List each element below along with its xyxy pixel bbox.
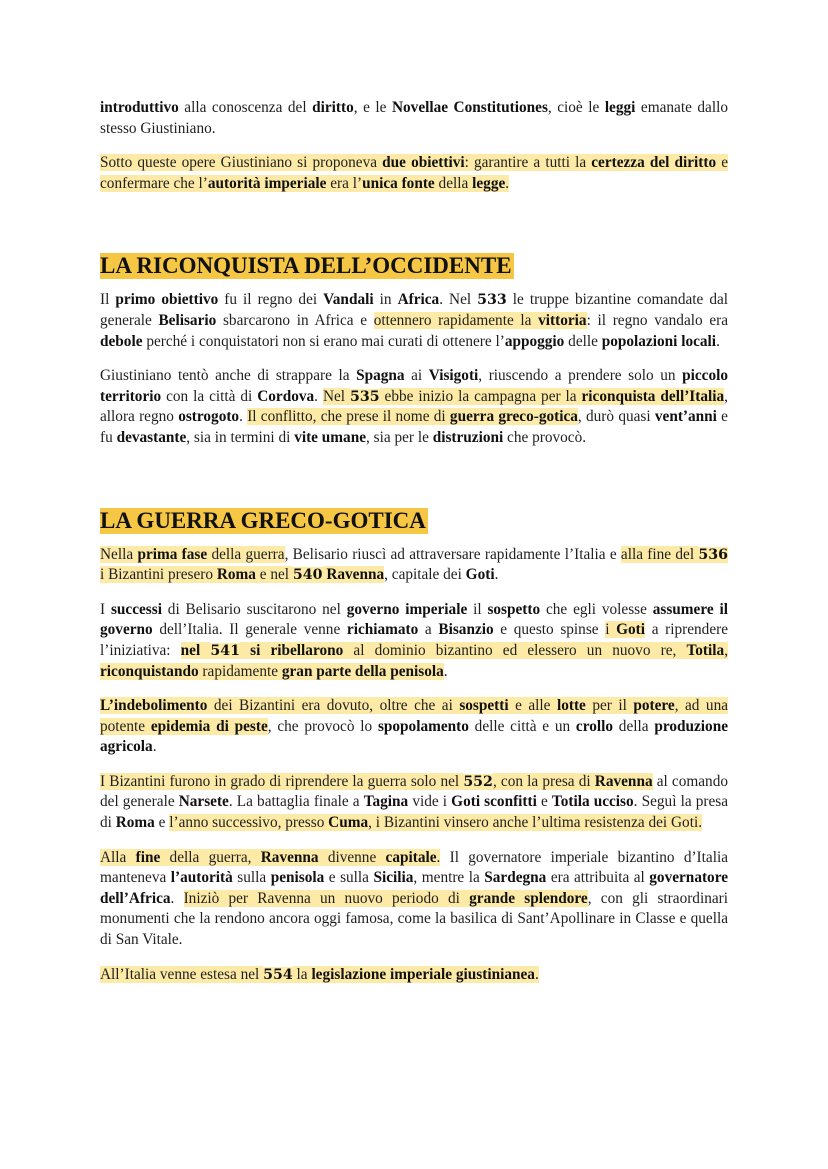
bold-term: diritto [312,99,354,116]
text-run: e [154,814,170,832]
paragraph-indebolimento [100,696,728,758]
bold-term: prima fase [137,545,208,563]
bold-term: certezza del diritto [591,154,717,172]
text-run: . Nel [439,291,478,309]
text-run: . [534,965,539,983]
text-run: , con gli straordinari monumenti che la rendono ancora oggi famosa, come la basilica di Sant’Apollinare in Classe e quella di San Vitale. [100,889,728,949]
bold-term: primo obiettivo [115,291,219,309]
bold-term: legge [472,174,506,192]
text-run: , Belisario riuscì ad attraversare rapidamente l’Italia e [284,545,621,563]
text-run: . La battaglia finale a [228,793,364,811]
text-run: . Seguì la presa di [100,793,728,832]
text-run: Giustiniano tentò anche di strappare la [100,367,357,385]
text-run: delle [564,332,602,350]
text-run: dell’Italia. Il generale venne [152,621,347,639]
text-run: Sotto queste opere Giustiniano si proponeva [100,154,383,172]
text-run: dei Bizantini era dovuto, oltre che ai [207,697,460,715]
text-run: , sia in termini di [186,428,295,446]
text-run: fu il regno dei [218,291,324,309]
text-run: era l’ [326,174,363,192]
text-run: , cioè le [547,99,605,116]
text-run: All’Italia venne estesa nel [100,965,264,983]
bold-term: lotte [556,697,586,715]
text-run: al dominio bizantino ed elessero un nuovo re, [343,641,687,659]
paragraph-prima-fase [100,545,728,586]
text-run: Nel [322,387,350,405]
text-run: a [418,621,439,639]
bold-term: ostrogoto [178,408,240,426]
bold-term: Tagina [363,793,409,811]
bold-term: distruzioni [432,428,504,446]
bold-term: fine [135,848,161,866]
text-run: e questo spinse [493,621,606,639]
bold-term: penisola [270,869,325,887]
text-run: e alle [508,697,557,715]
text-run: ebbe inizio la campagna per la [379,387,582,405]
bold-term: vittoria [538,311,587,329]
paragraph-obiettivi [100,153,728,194]
heading-riconquista-text: LA RICONQUISTA DELL’OCCIDENTE [100,253,512,279]
bold-term: gran parte della penisola [281,662,444,680]
text-run: . [716,332,720,350]
bold-term: si ribellarono [239,641,344,659]
text-run: alla conoscenza del [178,99,313,116]
bold-term: popolazioni locali [601,332,717,350]
bold-term: Africa [397,291,440,309]
text-run: . [436,848,441,866]
bold-term: l’autorità [170,869,233,887]
text-run: , [724,641,729,659]
text-run: . [314,387,323,405]
bold-term: Goti [616,621,646,639]
text-run: rapidamente [198,662,282,680]
text-run: e nel [255,566,293,584]
text-run: al comando del generale [100,772,728,811]
bold-term: Spagna [356,367,405,385]
bold-term: Sardegna [484,869,547,887]
paragraph-successi [100,600,728,682]
text-run: , mentre la [413,869,485,887]
bold-term: riconquistando [100,662,199,680]
text-run: Il governatore imperiale bizantino d’Italia manteneva [100,848,728,887]
bold-term: produzione agricola [100,717,728,756]
text-run: . [152,738,157,756]
text-run: e confermare che l’ [100,154,729,192]
bold-term: crollo [575,717,614,735]
text-run: a riprendere l’iniziativa: [100,621,728,659]
bold-term: introduttivo [100,99,179,116]
paragraph-intro [100,98,728,139]
bold-term: sospetto [487,600,541,618]
bold-term: 540 [292,567,323,584]
text-run: , durò quasi [577,408,655,426]
text-run: di Belisario suscitarono nel [161,600,347,618]
bold-term: Narsete [178,793,229,811]
text-run: I [100,600,111,618]
text-run: , i Bizantini vinsero anche l’ultima resistenza dei Goti. [368,814,703,832]
bold-term: riconquista dell’Italia [581,387,725,405]
bold-term: Totila ucciso [551,793,634,811]
text-run: sbarcarono in Africa e [216,311,374,329]
text-run: Nella [100,545,138,563]
bold-term: 552 [463,773,493,790]
text-run: le truppe bizantine comandate dal generale [100,291,729,329]
text-run: i [605,621,617,639]
text-run: : garantire a tutti la [464,154,592,172]
paragraph-spagna [100,366,728,448]
bold-term: Roma [115,814,155,832]
bold-term: Ravenna [326,566,385,584]
text-run: della guerra [207,545,285,563]
text-run: Alla [100,848,136,866]
text-run: , sia per le [366,428,433,446]
bold-term: Bisanzio [438,621,494,639]
text-run: e sulla [324,869,374,887]
text-run: sulla [232,869,271,887]
bold-term: Ravenna [594,772,653,790]
bold-term: devastante [116,428,187,446]
bold-term: potere [633,697,675,715]
bold-term: capitale [385,848,437,866]
bold-term: legislazione imperiale giustinianea [311,965,535,983]
text-run: . [170,889,184,907]
text-run: l’anno successivo, presso [169,814,329,832]
text-run: che egli volesse [540,600,653,618]
text-run: , che provocò lo [267,717,378,735]
text-run: alla fine del [620,545,699,563]
bold-term: Novellae Constitutiones [391,99,548,116]
heading-guerra-greco-gotica [100,507,728,535]
text-run: i Bizantini presero [100,566,217,584]
text-run: della [613,717,655,735]
text-run: , e le [353,99,392,116]
text-run: della [434,174,473,192]
text-run: . [505,174,510,192]
text-run: perché i conquistatori non si erano mai curati di ottenere l’ [142,332,505,350]
text-run: con la città di [161,387,258,405]
bold-term: Cuma [328,814,369,832]
bold-term: richiamato [346,621,419,639]
text-run: : il regno vandalo era [586,311,728,329]
text-run: ottennero rapidamente la [373,311,539,329]
text-run: I Bizantini furono in grado di riprendere la guerra solo nel [100,772,464,790]
bold-term: vite umane [294,428,366,446]
bold-term: Belisario [158,311,217,329]
bold-term: Cordova [257,387,315,405]
paragraph-554 [100,965,728,986]
text-run: , capitale dei [384,566,466,584]
text-run: . [443,662,448,680]
bold-term: 541 [210,642,240,659]
bold-term: 533 [477,292,507,309]
text-run: , allora regno [100,387,728,426]
bold-term: nel [180,641,211,659]
text-run: , ad una potente [100,697,729,735]
bold-term: Goti sconfitti [451,793,537,811]
paragraph-552 [100,772,728,834]
bold-term: leggi [604,99,636,116]
text-run: Il conflitto, che prese il nome di [247,408,450,426]
bold-term: governo imperiale [346,600,468,618]
bold-term: 535 [349,388,380,405]
bold-term: Vandali [323,291,374,309]
text-run: ai [404,367,429,385]
text-run: per il [585,697,634,715]
bold-term: governatore dell’Africa [100,869,729,907]
text-run: . [494,566,499,584]
bold-term: epidemia di peste [150,717,268,735]
bold-term: L’indebolimento [100,697,208,715]
bold-term: unica fonte [362,174,435,192]
bold-term: Visigoti [428,367,479,385]
text-run: . [239,408,248,426]
bold-term: sospetti [459,697,509,715]
bold-term: guerra greco-gotica [449,408,578,426]
text-run: in [373,291,398,309]
bold-term: Sicilia [373,869,414,887]
paragraph-vandali [100,290,728,352]
bold-term: Roma [216,566,256,584]
bold-term: vent’anni [654,408,717,426]
bold-term: Goti [465,566,495,584]
bold-term: Ravenna [260,848,319,866]
text-run: Il [100,291,116,309]
text-run: che provocò. [503,428,587,446]
bold-term: 536 [698,546,728,563]
bold-term: piccolo territorio [100,367,728,405]
text-run: e [536,793,552,811]
document-page [100,98,728,999]
bold-term: grande splendore [469,889,588,907]
text-run: il [467,600,488,618]
text-run: divenne [318,848,386,866]
bold-term: appoggio [504,332,565,350]
bold-term: spopolamento [377,717,469,735]
text-run: delle città e un [468,717,576,735]
bold-term: autorità imperiale [207,174,327,192]
heading-guerra-text: LA GUERRA GRECO-GOTICA [100,507,426,533]
text-run: emanate dallo stesso Giustiniano. [100,99,728,137]
heading-riconquista [100,252,728,280]
bold-term: 554 [263,966,293,983]
text-run: era attribuita al [546,869,650,887]
bold-term: debole [100,332,143,350]
text-run: della guerra, [160,848,261,866]
text-run: , riuscendo a prendere solo un [478,367,683,385]
text-run: vide i [408,793,452,811]
bold-term: assumere il governo [100,600,728,639]
bold-term: due obiettivi [382,154,465,172]
bold-term: Totila [686,641,725,659]
text-run: , con la presa di [492,772,595,790]
paragraph-fine-guerra [100,848,728,951]
bold-term: successi [110,600,162,618]
text-run: la [292,965,312,983]
text-run: Iniziò per Ravenna un nuovo periodo di [183,889,470,907]
text-run: e fu [100,408,728,446]
